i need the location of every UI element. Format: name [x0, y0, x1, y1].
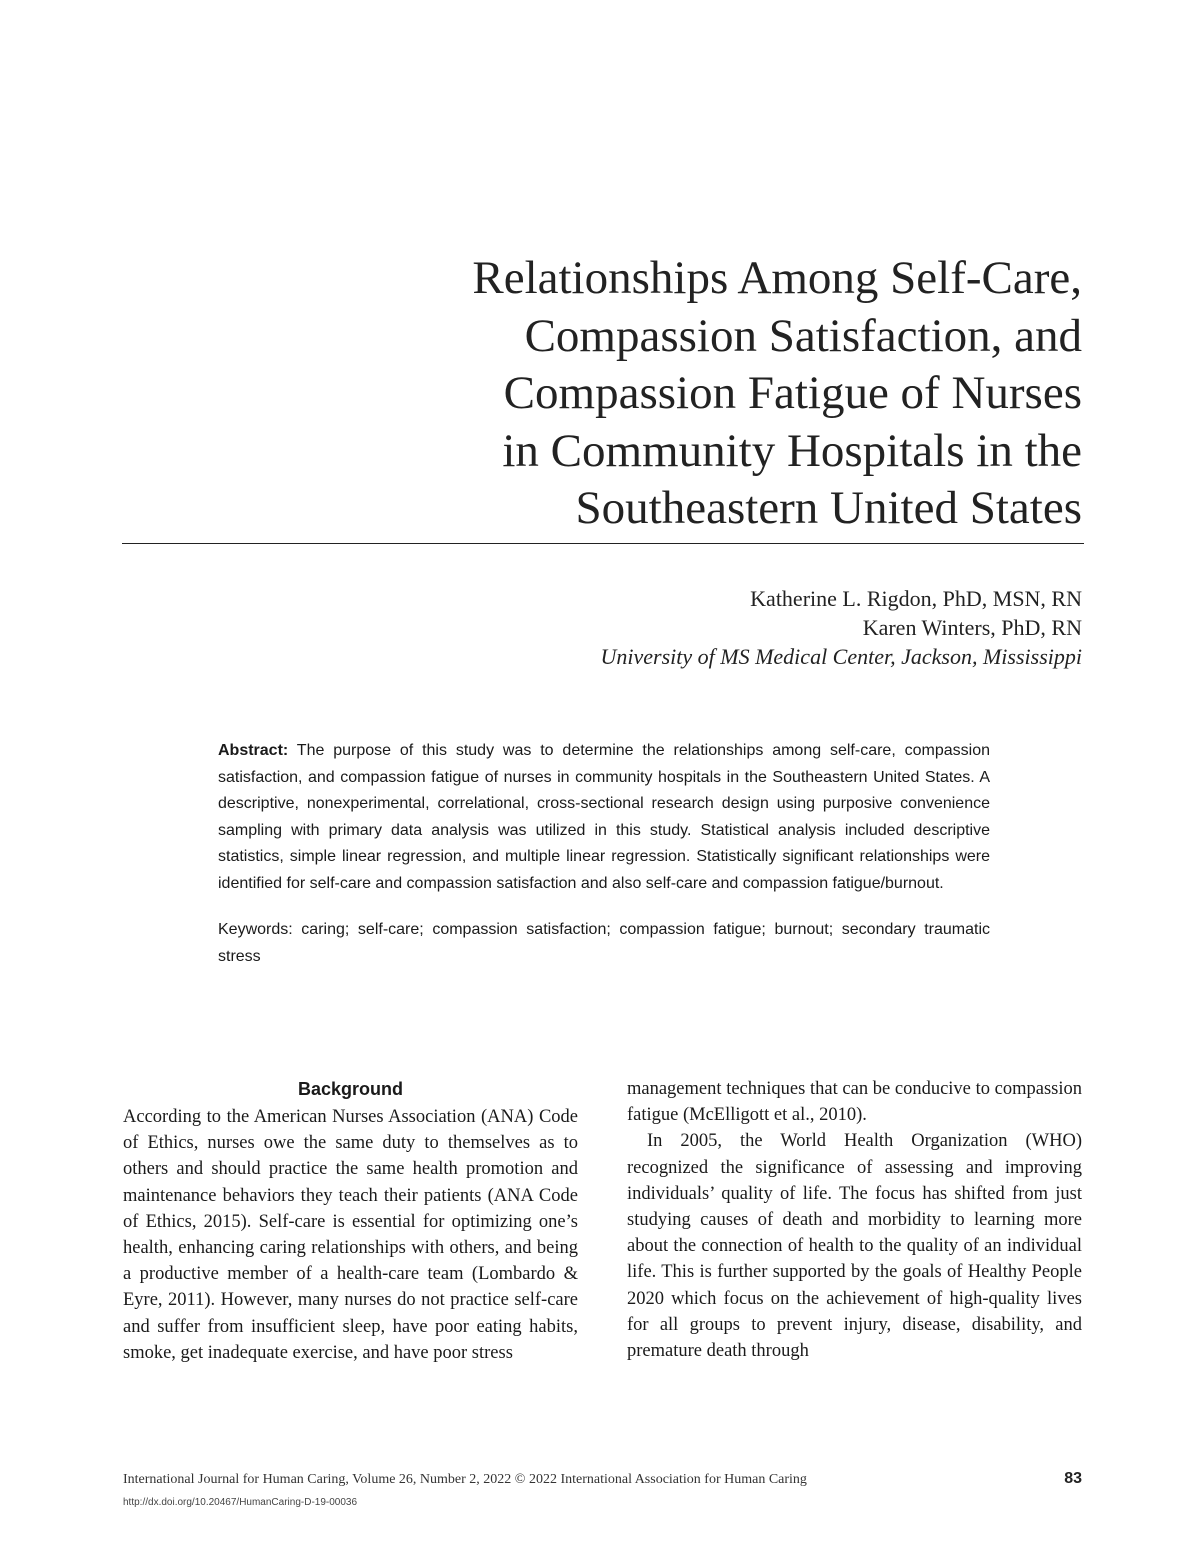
- author-name: Karen Winters, PhD, RN: [862, 615, 1082, 640]
- keywords: Keywords: caring; self-care; compassion satisfaction; compassion fatigue; burnout; secondary traumatic stress: [218, 921, 990, 965]
- body-paragraph: management techniques that can be conducive to compassion fatigue (McElligott et al., 2010).: [627, 1079, 1082, 1126]
- title-line: Compassion Fatigue of Nurses: [503, 367, 1082, 419]
- abstract-text: The purpose of this study was to determine the relationships among self-care, compassion satisfaction, and compassion fatigue of nurses in community hospitals in the Southeastern United States. A descriptive, nonexperimental, correlational, cross-sectional research design using purposive convenience sampling with primary data analysis was utilized in this study. Statistical analysis included descriptive statistics, simple linear regression, and multiple linear regression. Statistically significant relationships were identified for self-care and compassion satisfaction and also self-care and compassion fatigue/burnout.: [218, 742, 990, 892]
- doi-link[interactable]: http://dx.doi.org/10.20467/HumanCaring-D-19-00036: [123, 1497, 358, 1508]
- title-line: Relationships Among Self-Care,: [472, 252, 1082, 304]
- section-heading-background: Background: [297, 1079, 403, 1099]
- journal-citation: International Journal for Human Caring, Volume 26, Number 2, 2022 © 2022 International Association for Human Caring: [123, 1472, 807, 1487]
- left-column: [123, 1076, 578, 1366]
- abstract-section: [218, 738, 990, 970]
- abstract-paragraph: [218, 738, 990, 897]
- title-line: in Community Hospitals in the: [502, 424, 1082, 477]
- article-title: [362, 250, 1082, 538]
- title-line: Southeastern United States: [575, 482, 1082, 534]
- body-paragraph: In 2005, the World Health Organization (WHO) recognized the significance of assessing and improving individuals’ quality of life. The focus has shifted from just studying causes of death and morbidity to learning more about the connection of health to the quality of an individual life. This is further supported by the goals of Healthy People 2020 which focus on the achievement of high-quality lives for all groups to prevent injury, disease, disability, and premature death through: [627, 1131, 1082, 1362]
- page-number: 83: [1064, 1470, 1082, 1487]
- abstract-label: Abstract:: [218, 742, 289, 759]
- author-affiliation: University of MS Medical Center, Jackson, Mississippi: [600, 644, 1082, 669]
- author-name: Katherine L. Rigdon, PhD, MSN, RN: [750, 586, 1082, 611]
- body-paragraph: According to the American Nurses Association (ANA) Code of Ethics, nurses owe the same duty to themselves as to others and should practice the same health promotion and maintenance behaviors they teach their patients (ANA Code of Ethics, 2015). Self-care is essential for optimizing one’s health, enhancing caring relationships with others, and being a productive member of a health-care team (Lombardo & Eyre, 2011). However, many nurses do not practice self-care and suffer from insufficient sleep, have poor eating habits, smoke, get inadequate exercise, and have poor stress: [123, 1107, 578, 1363]
- title-divider: [122, 543, 1084, 544]
- right-column: [627, 1076, 1082, 1364]
- title-line: Compassion Satisfaction, and: [524, 309, 1082, 362]
- author-block: [382, 584, 1082, 671]
